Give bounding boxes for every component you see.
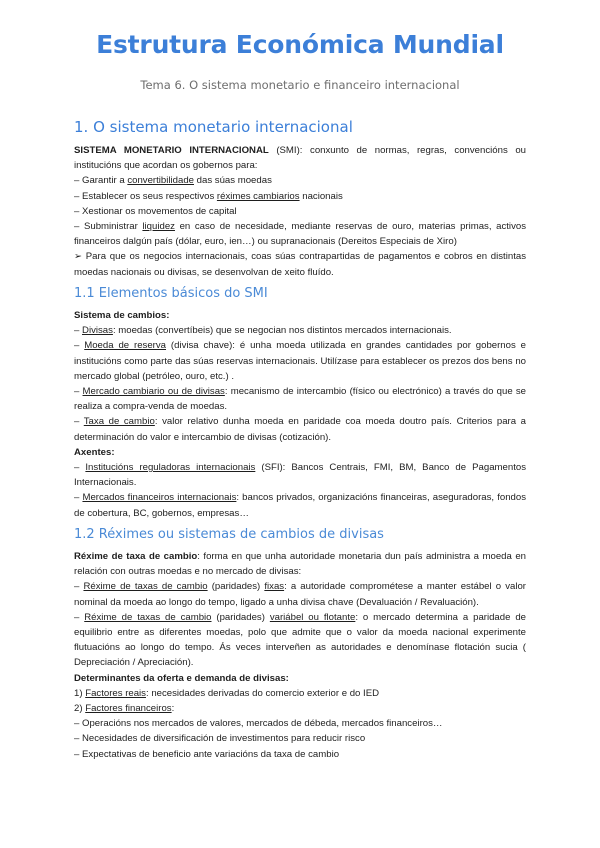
term-institucions: Institucións reguladoras internacionais xyxy=(85,462,256,474)
section-1-2-heading: 1.2 Réximes ou sistemas de cambios de divisas xyxy=(74,527,384,542)
determinants-subheading: Determinantes da oferta e demanda de divisas: xyxy=(74,672,289,684)
arrow-note: ➢ Para que os negocios internacionais, coas súas contrapartidas de pagamentos e cobros en distintas moedas nacionais ou divisas, se desenvolvan de xeito fluído. xyxy=(74,251,526,278)
item-real-factors: 1) Factores reais: necesidades derivadas do comercio exterior e do IED xyxy=(74,687,380,699)
list-item-expectations: – Expectativas de beneficio ante variacións da taxa de cambio xyxy=(74,748,340,760)
term-liquidez: liquidez xyxy=(142,221,175,233)
term-moeda-reserva: Moeda de reserva xyxy=(84,340,167,352)
item-floating-regime: – Réxime de taxas de cambio (paridades) variábel ou flotante: o mercado determina a paridade de equilibrio entre as diferentes moedas, polo que admite que o valor da moeda nacional experimente flutuacións ao longo do tempo. Ás veces interveñen as autoridades e denomínase flotación sucia ( Depreciación / Apreciación). xyxy=(74,611,527,669)
agents-subheading: Axentes: xyxy=(74,446,115,458)
item-financial-factors: 2) Factores financeiros: xyxy=(74,703,175,715)
section-1-1-body xyxy=(74,308,526,521)
term-mercado-cambiario: Mercado cambiario ou de divisas xyxy=(82,386,225,398)
item-taxa-cambio: – Taxa de cambio: valor relativo dunha moeda en paridade coa moeda doutro país. Criterios para a determinación do valor e intercambio de divisas (cotización). xyxy=(74,416,527,443)
section-1-1-heading: 1.1 Elementos básicos do SMI xyxy=(74,286,268,301)
bullet-regimes: – Establecer os seus respectivos réximes cambiarios nacionais xyxy=(74,190,343,202)
section-1-heading: 1. O sistema monetario internacional xyxy=(74,118,353,136)
term-mercados-financeiros: Mercados financeiros internacionais xyxy=(82,492,237,504)
list-item-operations: – Operacións nos mercados de valores, mercados de débeda, mercados financeiros… xyxy=(74,718,443,730)
term-fixas: fixas xyxy=(264,581,285,593)
term-reximes-cambiarios: réximes cambiarios xyxy=(216,190,300,202)
bullet-capital: – Xestionar os movementos de capital xyxy=(74,205,237,217)
section-1-body xyxy=(74,143,526,280)
bullet-convertibility: – Garantir a convertibilidade das súas moedas xyxy=(74,175,272,187)
item-mercados-financeiros: – Mercados financeiros internacionais: bancos privados, organizacións financeiras, aseguradoras, fondos de cobertura, BC, gobernos, empresas… xyxy=(74,492,527,519)
smi-definition-text: (SMI): conxunto de normas, regras, convencións ou institucións que acordan os gobernos para: xyxy=(74,145,526,172)
item-fixed-regime: – Réxime de taxas de cambio (paridades) fixas: a autoridade comprométese a manter estábel o valor nominal da moeda ao longo do tempo, ligado a unha divisa chave (Devaluación / Revaluación). xyxy=(74,581,526,608)
item-divisas: – Divisas: moedas (convertíbeis) que se negocian nos distintos mercados internacionais. xyxy=(74,325,452,337)
smi-definition xyxy=(74,143,526,173)
item-mercado-cambiario: – Mercado cambiario ou de divisas: mecanismo de intercambio (físico ou electrónico) a través do que se realiza a compra-venda de moedas. xyxy=(74,386,526,413)
term-divisas: Divisas xyxy=(82,325,113,337)
term-factores-reais: Factores reais xyxy=(85,687,146,699)
term-taxa-cambio: Taxa de cambio xyxy=(83,416,155,428)
item-moeda-reserva: – Moeda de reserva (divisa chave): é unha moeda utilizada en grandes cantidades por gobernos e institucións como parte das súas reservas internacionais. Utilízase para establecer os prezos dos bens no mercado global (petróleo, ouro, etc.) . xyxy=(74,340,526,382)
exchange-system-subheading: Sistema de cambios: xyxy=(74,310,170,321)
smi-term: SISTEMA MONETARIO INTERNACIONAL xyxy=(74,145,269,156)
bullet-liquidity: – Subministrar liquidez en caso de necesidade, mediante reservas de ouro, materias primas, activos financeiros dalgún país (dólar, euro, ien…) ou supranacionais (Dereitos Especiais de Xiro) xyxy=(74,221,526,248)
list-item-diversification: – Necesidades de diversificación de investimentos para reducir risco xyxy=(74,733,366,745)
document-title: Estrutura Económica Mundial xyxy=(96,30,504,59)
section-1-2-body xyxy=(74,549,526,762)
document-subtitle: Tema 6. O sistema monetario e financeiro internacional xyxy=(140,78,460,92)
item-institucions: – Institucións reguladoras internacionais (SFI): Bancos Centrais, FMI, BM, Banco de Pagamentos Internacionais. xyxy=(74,462,526,489)
term-convertibilidade: convertibilidade xyxy=(127,175,194,187)
term-factores-financeiros: Factores financeiros xyxy=(85,703,172,715)
term-flotante: variábel ou flotante xyxy=(269,611,356,623)
regime-definition: Réxime de taxa de cambio: forma en que unha autoridade monetaria dun país administra a moeda en relación con outras moedas e no mercado de divisas: xyxy=(74,551,526,578)
